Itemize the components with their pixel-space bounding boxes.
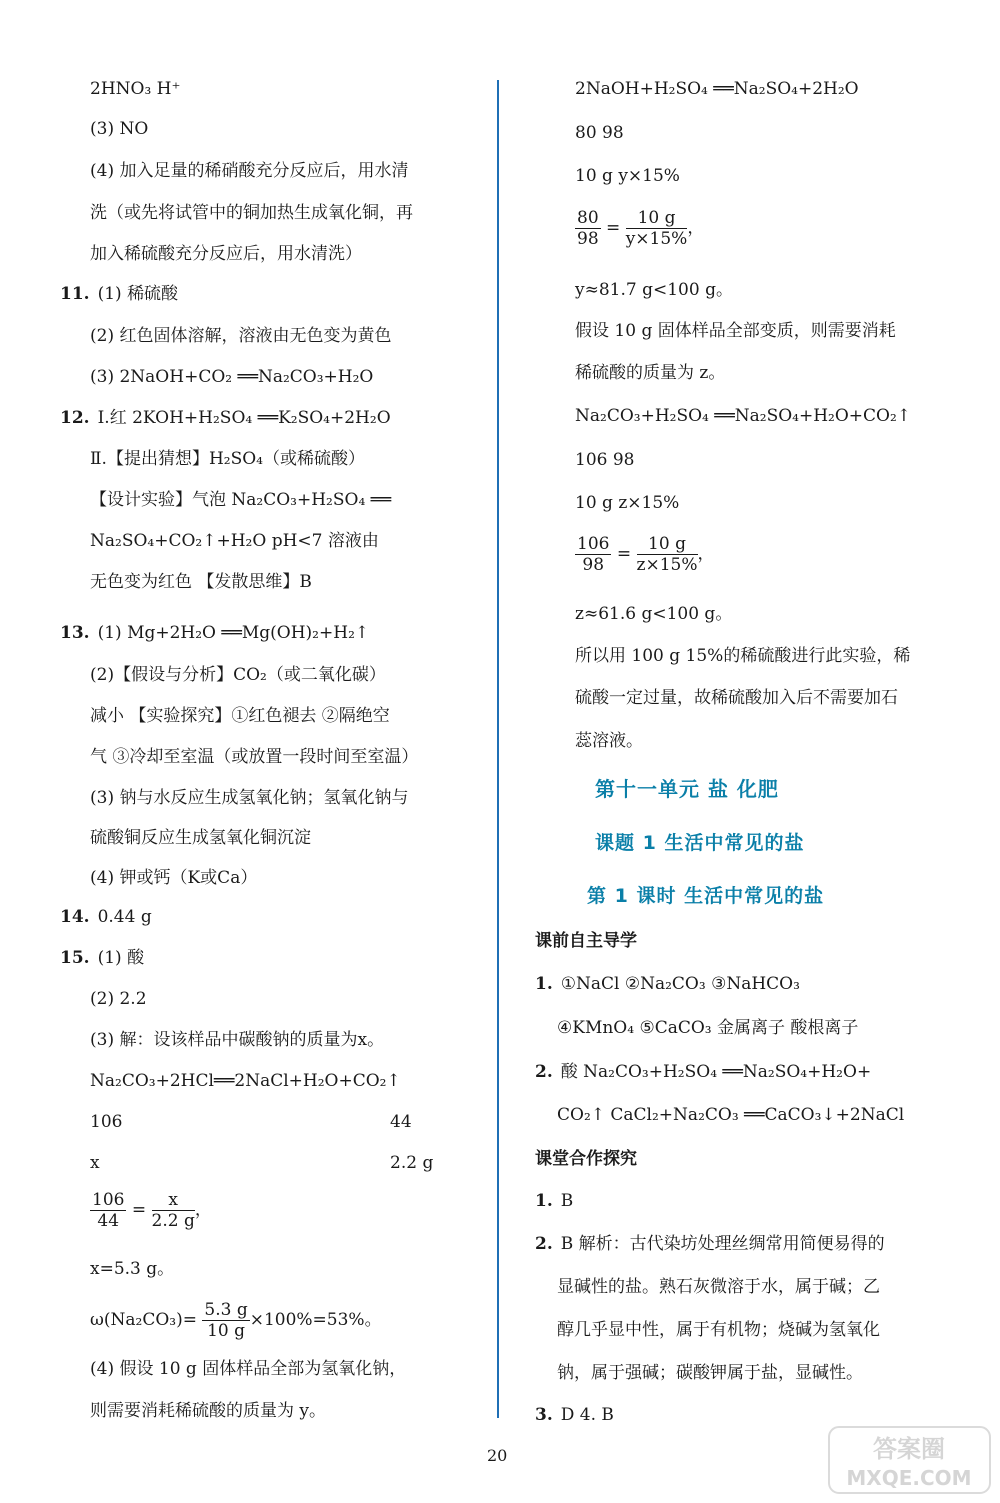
answer-line: [90, 1152, 100, 1174]
answer-text: 蕊溶液。: [575, 731, 643, 751]
question-number: 1.: [535, 1191, 553, 1211]
answer-text: 酸 Na₂CO₃+H₂SO₄ ══Na₂SO₄+H₂O+: [560, 1062, 872, 1082]
answer-line: [90, 325, 391, 347]
page-number: 20: [487, 1446, 508, 1465]
answer-text: 硫酸一定过量，故稀硫酸加入后不需要加石: [575, 688, 898, 708]
answer-text: (1) 稀硫酸: [97, 284, 179, 304]
answer-line: [90, 1070, 401, 1092]
answer-line: [90, 827, 311, 849]
answer-text: 气 ③冷却至室温（或放置一段时间至室温）: [90, 747, 419, 767]
answer-line: [90, 118, 148, 140]
answer-line: [557, 1362, 863, 1384]
answer-line: [557, 1319, 880, 1341]
answer-text: (3) 钠与水反应生成氢氧化钠；氢氧化钠与: [90, 788, 409, 808]
answer-line: [90, 746, 418, 768]
answer-text: B 解析：古代染坊处理丝绸常用简便易得的: [560, 1234, 885, 1254]
fraction-equation-z: $\frac{106}{98}$ = $\frac{10 g}{z\times 15\%}$ ，: [577, 534, 715, 575]
answer-line: [90, 705, 390, 727]
section-heading: [535, 1148, 637, 1170]
answer-text: (3) NO: [90, 119, 149, 139]
question-number: 14.: [60, 907, 90, 927]
answer-line: [60, 947, 144, 969]
topic-heading: 课题 1 生活中常见的盐: [595, 832, 805, 854]
answer-text: ①NaCl ②Na₂CO₃ ③NaHCO₃: [560, 974, 800, 994]
answer-text: 0.44 g: [97, 907, 152, 927]
question-number: 2.: [535, 1062, 553, 1082]
answer-text: 106 98: [575, 450, 635, 470]
answer-text: Na₂SO₄+CO₂↑+H₂O pH<7 溶液由: [90, 531, 379, 551]
answer-line: [60, 622, 369, 644]
answer-text: 假设 10 g 固体样品全部变质，则需要消耗: [575, 321, 896, 341]
answer-line: [575, 405, 911, 427]
answer-line: [575, 730, 643, 752]
answer-line: [557, 1104, 904, 1126]
answer-text: 所以用 100 g 15%的稀硫酸进行此实验，稀: [575, 646, 911, 666]
answer-text: 醇几乎显中性，属于有机物；烧碱为氢氧化: [557, 1320, 880, 1340]
answer-text: 44: [390, 1112, 412, 1132]
answer-line: [90, 448, 365, 470]
mass-fraction-equation: ω(Na₂CO₃)= $\frac{5.3 g}{10 g}$ ×100%=53%。: [90, 1300, 382, 1341]
answer-text: (1) Mg+2H₂O ══Mg(OH)₂+H₂↑: [97, 623, 370, 643]
answer-line: [575, 645, 910, 667]
svg-text:答案圈: 答案圈: [873, 1435, 945, 1463]
answer-line: [90, 1400, 326, 1422]
answer-text: 课堂合作探究: [535, 1149, 637, 1169]
answer-line: [60, 283, 178, 305]
answer-line: [535, 1061, 871, 1083]
answer-line: [90, 988, 147, 1010]
answer-text: (1) 酸: [97, 948, 145, 968]
answer-line: [575, 165, 680, 187]
answer-line: [390, 1152, 433, 1174]
answer-line: [90, 1029, 384, 1051]
answer-text: 2HNO₃ H⁺: [90, 79, 181, 99]
answer-text: z≈61.6 g<100 g。: [575, 604, 733, 624]
answer-line: [60, 906, 152, 928]
answer-text: 钠，属于强碱；碳酸钾属于盐，显碱性。: [557, 1363, 863, 1383]
answer-text: (4) 假设 10 g 固体样品全部为氢氧化钠，: [90, 1359, 407, 1379]
answer-line: [90, 489, 391, 511]
answer-line: [390, 1111, 412, 1133]
answer-line: [575, 603, 732, 625]
answer-text: Na₂CO₃+2HCl══2NaCl+H₂O+CO₂↑: [90, 1071, 401, 1091]
answer-text: D 4. B: [560, 1405, 614, 1425]
lesson-heading: 第 1 课时 生活中常见的盐: [587, 885, 825, 907]
answer-line: [90, 787, 408, 809]
watermark-logo: [827, 1425, 992, 1495]
answer-line: [575, 449, 634, 471]
answer-text: 则需要消耗稀硫酸的质量为 y。: [90, 1401, 327, 1421]
answer-text: CO₂↑ CaCl₂+Na₂CO₃ ══CaCO₃↓+2NaCl: [557, 1105, 905, 1125]
answer-text: y≈81.7 g<100 g。: [575, 280, 733, 300]
answer-line: [535, 1233, 885, 1255]
question-number: 12.: [60, 408, 90, 428]
answer-text: (3) 2NaOH+CO₂ ══Na₂CO₃+H₂O: [90, 367, 374, 387]
answer-line: [90, 1111, 122, 1133]
answer-text: 加入稀硫酸充分反应后，用水清洗）: [90, 244, 362, 264]
answer-line: [90, 243, 362, 265]
fraction-equation-x: $\frac{106}{44}$ = $\frac{x}{2.2 g}$ ，: [92, 1190, 212, 1231]
answer-line: [90, 78, 180, 100]
answer-text: 显碱性的盐。熟石灰微溶于水，属于碱；乙: [557, 1277, 880, 1297]
answer-text: 106: [90, 1112, 123, 1132]
answer-line: [90, 1358, 406, 1380]
answer-text: 2NaOH+H₂SO₄ ══Na₂SO₄+2H₂O: [575, 79, 859, 99]
answer-line: [557, 1017, 858, 1039]
answer-line: [575, 687, 898, 709]
answer-line: [90, 664, 386, 686]
answer-text: (4) 钾或钙（K或Ca）: [90, 868, 258, 888]
answer-text: 80 98: [575, 123, 624, 143]
answer-text: x=5.3 g。: [90, 1259, 175, 1279]
svg-text:MXQE.COM: MXQE.COM: [846, 1466, 972, 1490]
unit-heading: 第十一单元 盐 化肥: [595, 777, 779, 801]
answer-line: [557, 1276, 880, 1298]
answer-line: [90, 202, 413, 224]
column-divider: [497, 80, 499, 1418]
answer-text: 减小 【实验探究】①红色褪去 ②隔绝空: [90, 706, 390, 726]
answer-text: 10 g y×15%: [575, 166, 680, 186]
answer-line: [535, 973, 800, 995]
section-heading: [535, 930, 637, 952]
answer-text: 稀硫酸的质量为 z。: [575, 363, 726, 383]
answer-line: [575, 279, 733, 301]
answer-line: [90, 366, 373, 388]
answer-line: [575, 320, 896, 342]
answer-text: 无色变为红色 【发散思维】B: [90, 572, 312, 592]
answer-text: 【设计实验】气泡 Na₂CO₃+H₂SO₄ ══: [90, 490, 392, 510]
answer-line: [60, 407, 391, 429]
answer-text: Na₂CO₃+H₂SO₄ ══Na₂SO₄+H₂O+CO₂↑: [575, 406, 912, 426]
answer-text: x: [90, 1153, 100, 1173]
answer-text: ④KMnO₄ ⑤CaCO₃ 金属离子 酸根离子: [557, 1018, 859, 1038]
fraction-equation-y: $\frac{80}{98}$ = $\frac{10 g}{y\times 15\%}$ ，: [577, 208, 705, 249]
question-number: 15.: [60, 948, 90, 968]
answer-line: [575, 122, 624, 144]
answer-line: [575, 362, 725, 384]
answer-text: (2) 2.2: [90, 989, 147, 1009]
answer-text: 10 g z×15%: [575, 493, 680, 513]
answer-text: 硫酸铜反应生成氢氧化铜沉淀: [90, 828, 311, 848]
answer-line: [535, 1190, 573, 1212]
answer-line: [90, 867, 257, 889]
answer-line: [535, 1404, 614, 1426]
answer-text: 课前自主导学: [535, 931, 637, 951]
answer-text: (2) 红色固体溶解，溶液由无色变为黄色: [90, 326, 392, 346]
question-number: 1.: [535, 974, 553, 994]
answer-line: [90, 530, 379, 552]
answer-line: [90, 160, 408, 182]
answer-text: Ⅱ.【提出猜想】H₂SO₄（或稀硫酸）: [90, 449, 365, 469]
answer-text: 洗（或先将试管中的铜加热生成氧化铜，再: [90, 203, 413, 223]
answer-text: (3) 解：设该样品中碳酸钠的质量为x。: [90, 1030, 385, 1050]
answer-line: [575, 78, 859, 100]
answer-line: [90, 571, 312, 593]
answer-line: [575, 492, 679, 514]
question-number: 3.: [535, 1405, 553, 1425]
answer-text: 2.2 g: [390, 1153, 434, 1173]
answer-text: (4) 加入足量的稀硝酸充分反应后，用水清: [90, 161, 409, 181]
answer-line: [90, 1258, 174, 1280]
question-number: 13.: [60, 623, 90, 643]
question-number: 2.: [535, 1234, 553, 1254]
answer-text: Ⅰ.红 2KOH+H₂SO₄ ══K₂SO₄+2H₂O: [97, 408, 391, 428]
answer-text: (2)【假设与分析】CO₂（或二氧化碳）: [90, 665, 386, 685]
question-number: 11.: [60, 284, 90, 304]
answer-text: B: [560, 1191, 574, 1211]
